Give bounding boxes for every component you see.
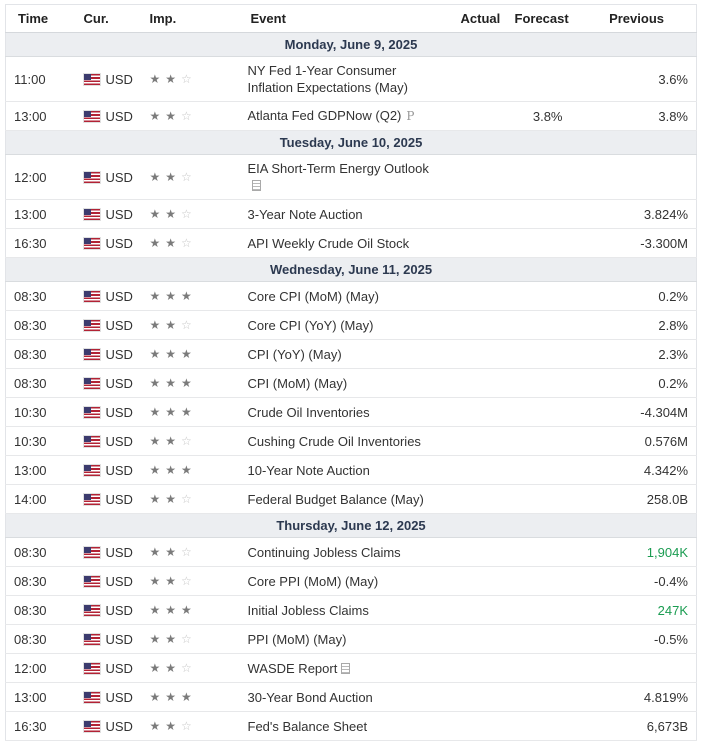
event-link[interactable]: CPI (MoM) (May): [247, 375, 348, 391]
importance-star-filled: ★: [149, 690, 161, 704]
importance-star-filled: ★: [149, 236, 161, 250]
importance-star-filled: ★: [149, 405, 161, 419]
event-time: 08:30: [6, 596, 76, 625]
importance-star-filled: ★: [149, 347, 161, 361]
previous-value: 0.2%: [571, 282, 697, 311]
actual-value: [453, 398, 507, 427]
event-row: [6, 229, 697, 258]
currency-code: USD: [105, 71, 133, 87]
us-flag-icon: [84, 349, 100, 360]
forecast-value: [507, 57, 571, 102]
event-row: [6, 538, 697, 567]
forecast-value: [507, 155, 571, 200]
importance-star-filled: ★: [165, 170, 177, 184]
importance-star-filled: ★: [149, 492, 161, 506]
importance-star-empty: ☆: [181, 109, 192, 123]
importance-star-filled: ★: [149, 574, 161, 588]
us-flag-icon: [84, 111, 100, 122]
importance-star-filled: ★: [165, 574, 177, 588]
forecast-value: [507, 485, 571, 514]
importance-star-filled: ★: [165, 463, 177, 477]
actual-value: [453, 683, 507, 712]
currency-code: USD: [105, 718, 133, 734]
event-time: 13:00: [6, 102, 76, 131]
forecast-value: [507, 398, 571, 427]
importance-star-empty: ☆: [181, 434, 192, 448]
currency-code: USD: [105, 206, 133, 222]
forecast-value: [507, 567, 571, 596]
importance-stars: [142, 712, 240, 741]
importance-stars: [142, 427, 240, 456]
forecast-value: [507, 229, 571, 258]
previous-value: -0.5%: [571, 625, 697, 654]
col-header-importance: Imp.: [142, 5, 240, 33]
actual-value: [453, 712, 507, 741]
col-header-previous: Previous: [571, 5, 697, 33]
importance-star-empty: ☆: [181, 545, 192, 559]
forecast-value: [507, 625, 571, 654]
column-header-row: [6, 5, 697, 33]
currency-code: USD: [105, 689, 133, 705]
importance-stars: [142, 340, 240, 369]
importance-stars: [142, 311, 240, 340]
day-header-row: [6, 33, 697, 57]
us-flag-icon: [84, 494, 100, 505]
us-flag-icon: [84, 320, 100, 331]
event-link[interactable]: Cushing Crude Oil Inventories: [247, 433, 421, 449]
event-row: [6, 282, 697, 311]
importance-star-filled: ★: [149, 632, 161, 646]
importance-star-filled: ★: [181, 463, 192, 477]
event-row: [6, 369, 697, 398]
importance-stars: [142, 200, 240, 229]
importance-star-filled: ★: [181, 376, 192, 390]
previous-value: 3.824%: [571, 200, 697, 229]
currency-code: USD: [105, 631, 133, 647]
us-flag-icon: [84, 238, 100, 249]
previous-value: [571, 155, 697, 200]
previous-value: 258.0B: [571, 485, 697, 514]
previous-value: 0.576M: [571, 427, 697, 456]
previous-value: 0.2%: [571, 369, 697, 398]
event-time: 10:30: [6, 427, 76, 456]
actual-value: [453, 200, 507, 229]
event-time: 16:30: [6, 229, 76, 258]
currency-code: USD: [105, 491, 133, 507]
event-link[interactable]: Fed's Balance Sheet: [247, 718, 368, 734]
importance-star-empty: ☆: [181, 207, 192, 221]
importance-star-filled: ★: [165, 109, 177, 123]
actual-value: [453, 229, 507, 258]
importance-stars: [142, 155, 240, 200]
event-link[interactable]: Core CPI (MoM) (May): [247, 288, 379, 304]
event-row: [6, 155, 697, 200]
importance-star-filled: ★: [165, 236, 177, 250]
day-header-label: Tuesday, June 10, 2025: [6, 131, 697, 155]
event-link[interactable]: Core PPI (MoM) (May): [247, 573, 379, 589]
previous-value: 3.8%: [571, 102, 697, 131]
importance-star-filled: ★: [149, 109, 161, 123]
importance-star-filled: ★: [181, 690, 192, 704]
previous-value: 4.342%: [571, 456, 697, 485]
forecast-value: [507, 456, 571, 485]
actual-value: [453, 625, 507, 654]
event-row: [6, 200, 697, 229]
economic-calendar-table: [5, 4, 697, 741]
importance-star-filled: ★: [165, 603, 177, 617]
importance-star-filled: ★: [165, 289, 177, 303]
event-link[interactable]: API Weekly Crude Oil Stock: [247, 235, 410, 251]
actual-value: [453, 155, 507, 200]
actual-value: [453, 282, 507, 311]
col-header-time: Time: [6, 5, 76, 33]
day-header-row: [6, 131, 697, 155]
currency-code: USD: [105, 404, 133, 420]
importance-star-filled: ★: [165, 434, 177, 448]
importance-stars: [142, 538, 240, 567]
importance-star-filled: ★: [165, 661, 177, 675]
us-flag-icon: [84, 721, 100, 732]
forecast-value: [507, 311, 571, 340]
day-header-label: Wednesday, June 11, 2025: [6, 258, 697, 282]
actual-value: [453, 340, 507, 369]
event-time: 14:00: [6, 485, 76, 514]
day-header-label: Monday, June 9, 2025: [6, 33, 697, 57]
event-row: [6, 340, 697, 369]
forecast-value: [507, 340, 571, 369]
event-time: 12:00: [6, 155, 76, 200]
importance-star-filled: ★: [165, 690, 177, 704]
forecast-value: [507, 596, 571, 625]
event-row: [6, 485, 697, 514]
importance-star-filled: ★: [181, 289, 192, 303]
importance-stars: [142, 456, 240, 485]
actual-value: [453, 57, 507, 102]
currency-code: USD: [105, 544, 133, 560]
us-flag-icon: [84, 663, 100, 674]
us-flag-icon: [84, 692, 100, 703]
importance-star-filled: ★: [165, 318, 177, 332]
importance-star-filled: ★: [165, 207, 177, 221]
importance-star-filled: ★: [149, 289, 161, 303]
event-link[interactable]: NY Fed 1-Year Consumer Inflation Expectations (May): [247, 63, 408, 95]
importance-stars: [142, 485, 240, 514]
event-link[interactable]: Core CPI (YoY) (May): [247, 317, 374, 333]
us-flag-icon: [84, 209, 100, 220]
importance-stars: [142, 596, 240, 625]
event-time: 13:00: [6, 200, 76, 229]
us-flag-icon: [84, 74, 100, 85]
event-time: 16:30: [6, 712, 76, 741]
event-row: [6, 683, 697, 712]
currency-code: USD: [105, 660, 133, 676]
currency-code: USD: [105, 433, 133, 449]
currency-code: USD: [105, 288, 133, 304]
day-header-row: [6, 514, 697, 538]
importance-stars: [142, 57, 240, 102]
event-link[interactable]: 30-Year Bond Auction: [247, 689, 373, 705]
importance-star-filled: ★: [149, 545, 161, 559]
previous-value: -0.4%: [571, 567, 697, 596]
importance-stars: [142, 625, 240, 654]
actual-value: [453, 654, 507, 683]
importance-star-empty: ☆: [181, 318, 192, 332]
us-flag-icon: [84, 547, 100, 558]
actual-value: [453, 369, 507, 398]
event-row: [6, 57, 697, 102]
importance-stars: [142, 398, 240, 427]
importance-star-filled: ★: [165, 347, 177, 361]
col-header-event: Event: [240, 5, 453, 33]
forecast-value: [507, 282, 571, 311]
actual-value: [453, 311, 507, 340]
importance-star-empty: ☆: [181, 632, 192, 646]
previous-value: 2.3%: [571, 340, 697, 369]
us-flag-icon: [84, 436, 100, 447]
event-link[interactable]: Federal Budget Balance (May): [247, 491, 424, 507]
currency-code: USD: [105, 375, 133, 391]
importance-star-empty: ☆: [181, 72, 192, 86]
importance-star-filled: ★: [165, 376, 177, 390]
importance-stars: [142, 369, 240, 398]
event-time: 08:30: [6, 369, 76, 398]
importance-star-filled: ★: [165, 72, 177, 86]
event-time: 10:30: [6, 398, 76, 427]
event-row: [6, 596, 697, 625]
us-flag-icon: [84, 378, 100, 389]
forecast-value: [507, 712, 571, 741]
event-link[interactable]: 10-Year Note Auction: [247, 462, 370, 478]
currency-code: USD: [105, 235, 133, 251]
forecast-value: [507, 369, 571, 398]
forecast-value: 3.8%: [507, 102, 571, 131]
importance-star-filled: ★: [165, 632, 177, 646]
importance-star-filled: ★: [149, 603, 161, 617]
importance-star-filled: ★: [181, 405, 192, 419]
actual-value: [453, 485, 507, 514]
importance-stars: [142, 683, 240, 712]
previous-value: [571, 654, 697, 683]
event-link[interactable]: CPI (YoY) (May): [247, 346, 342, 362]
currency-code: USD: [105, 108, 133, 124]
currency-code: USD: [105, 462, 133, 478]
importance-star-filled: ★: [165, 492, 177, 506]
event-row: [6, 654, 697, 683]
currency-code: USD: [105, 573, 133, 589]
importance-star-filled: ★: [149, 463, 161, 477]
importance-stars: [142, 654, 240, 683]
importance-star-filled: ★: [181, 347, 192, 361]
us-flag-icon: [84, 407, 100, 418]
importance-stars: [142, 102, 240, 131]
importance-star-filled: ★: [165, 405, 177, 419]
us-flag-icon: [84, 291, 100, 302]
actual-value: [453, 567, 507, 596]
forecast-value: [507, 427, 571, 456]
previous-value: -3.300M: [571, 229, 697, 258]
event-link[interactable]: Atlanta Fed GDPNow (Q2): [247, 108, 402, 123]
event-link[interactable]: PPI (MoM) (May): [247, 631, 347, 647]
event-time: 13:00: [6, 456, 76, 485]
event-row: [6, 567, 697, 596]
previous-value: 4.819%: [571, 683, 697, 712]
importance-star-empty: ☆: [181, 492, 192, 506]
event-time: 08:30: [6, 538, 76, 567]
event-time: 08:30: [6, 567, 76, 596]
importance-star-filled: ★: [149, 72, 161, 86]
previous-value: 3.6%: [571, 57, 697, 102]
preliminary-icon: P: [406, 109, 415, 123]
importance-star-filled: ★: [149, 207, 161, 221]
col-header-forecast: Forecast: [507, 5, 571, 33]
importance-star-filled: ★: [149, 719, 161, 733]
event-time: 12:00: [6, 654, 76, 683]
currency-code: USD: [105, 317, 133, 333]
previous-value: 1,904K: [571, 538, 697, 567]
us-flag-icon: [84, 172, 100, 183]
col-header-currency: Cur.: [76, 5, 142, 33]
actual-value: [453, 456, 507, 485]
event-row: [6, 427, 697, 456]
importance-stars: [142, 229, 240, 258]
event-link[interactable]: 3-Year Note Auction: [247, 206, 363, 222]
event-link[interactable]: EIA Short-Term Energy Outlook: [247, 161, 429, 176]
importance-star-empty: ☆: [181, 236, 192, 250]
event-time: 08:30: [6, 311, 76, 340]
event-row: [6, 712, 697, 741]
event-row: [6, 625, 697, 654]
forecast-value: [507, 654, 571, 683]
event-row: [6, 311, 697, 340]
importance-star-empty: ☆: [181, 719, 192, 733]
currency-code: USD: [105, 602, 133, 618]
importance-star-empty: ☆: [181, 574, 192, 588]
importance-star-filled: ★: [149, 376, 161, 390]
us-flag-icon: [84, 634, 100, 645]
event-time: 08:30: [6, 282, 76, 311]
actual-value: [453, 427, 507, 456]
event-row: [6, 456, 697, 485]
previous-value: 2.8%: [571, 311, 697, 340]
us-flag-icon: [84, 465, 100, 476]
event-row: [6, 102, 697, 131]
importance-star-empty: ☆: [181, 170, 192, 184]
day-header-row: [6, 258, 697, 282]
currency-code: USD: [105, 346, 133, 362]
previous-value: -4.304M: [571, 398, 697, 427]
previous-value: 6,673B: [571, 712, 697, 741]
event-row: [6, 398, 697, 427]
actual-value: [453, 596, 507, 625]
us-flag-icon: [84, 576, 100, 587]
forecast-value: [507, 200, 571, 229]
event-time: 08:30: [6, 625, 76, 654]
event-time: 13:00: [6, 683, 76, 712]
importance-stars: [142, 282, 240, 311]
importance-star-filled: ★: [149, 661, 161, 675]
currency-code: USD: [105, 169, 133, 185]
day-header-label: Thursday, June 12, 2025: [6, 514, 697, 538]
event-time: 11:00: [6, 57, 76, 102]
us-flag-icon: [84, 605, 100, 616]
importance-star-filled: ★: [165, 545, 177, 559]
importance-star-filled: ★: [149, 318, 161, 332]
actual-value: [453, 102, 507, 131]
importance-star-filled: ★: [149, 434, 161, 448]
importance-star-empty: ☆: [181, 661, 192, 675]
forecast-value: [507, 683, 571, 712]
importance-stars: [142, 567, 240, 596]
col-header-actual: Actual: [453, 5, 507, 33]
event-link[interactable]: WASDE Report: [247, 660, 338, 676]
event-time: 08:30: [6, 340, 76, 369]
importance-star-filled: ★: [165, 719, 177, 733]
importance-star-filled: ★: [181, 603, 192, 617]
previous-value: 247K: [571, 596, 697, 625]
actual-value: [453, 538, 507, 567]
report-icon: [252, 180, 261, 191]
importance-star-filled: ★: [149, 170, 161, 184]
event-link[interactable]: Crude Oil Inventories: [247, 404, 370, 420]
forecast-value: [507, 538, 571, 567]
report-icon: [341, 663, 350, 674]
event-link[interactable]: Continuing Jobless Claims: [247, 544, 401, 560]
event-link[interactable]: Initial Jobless Claims: [247, 602, 369, 618]
